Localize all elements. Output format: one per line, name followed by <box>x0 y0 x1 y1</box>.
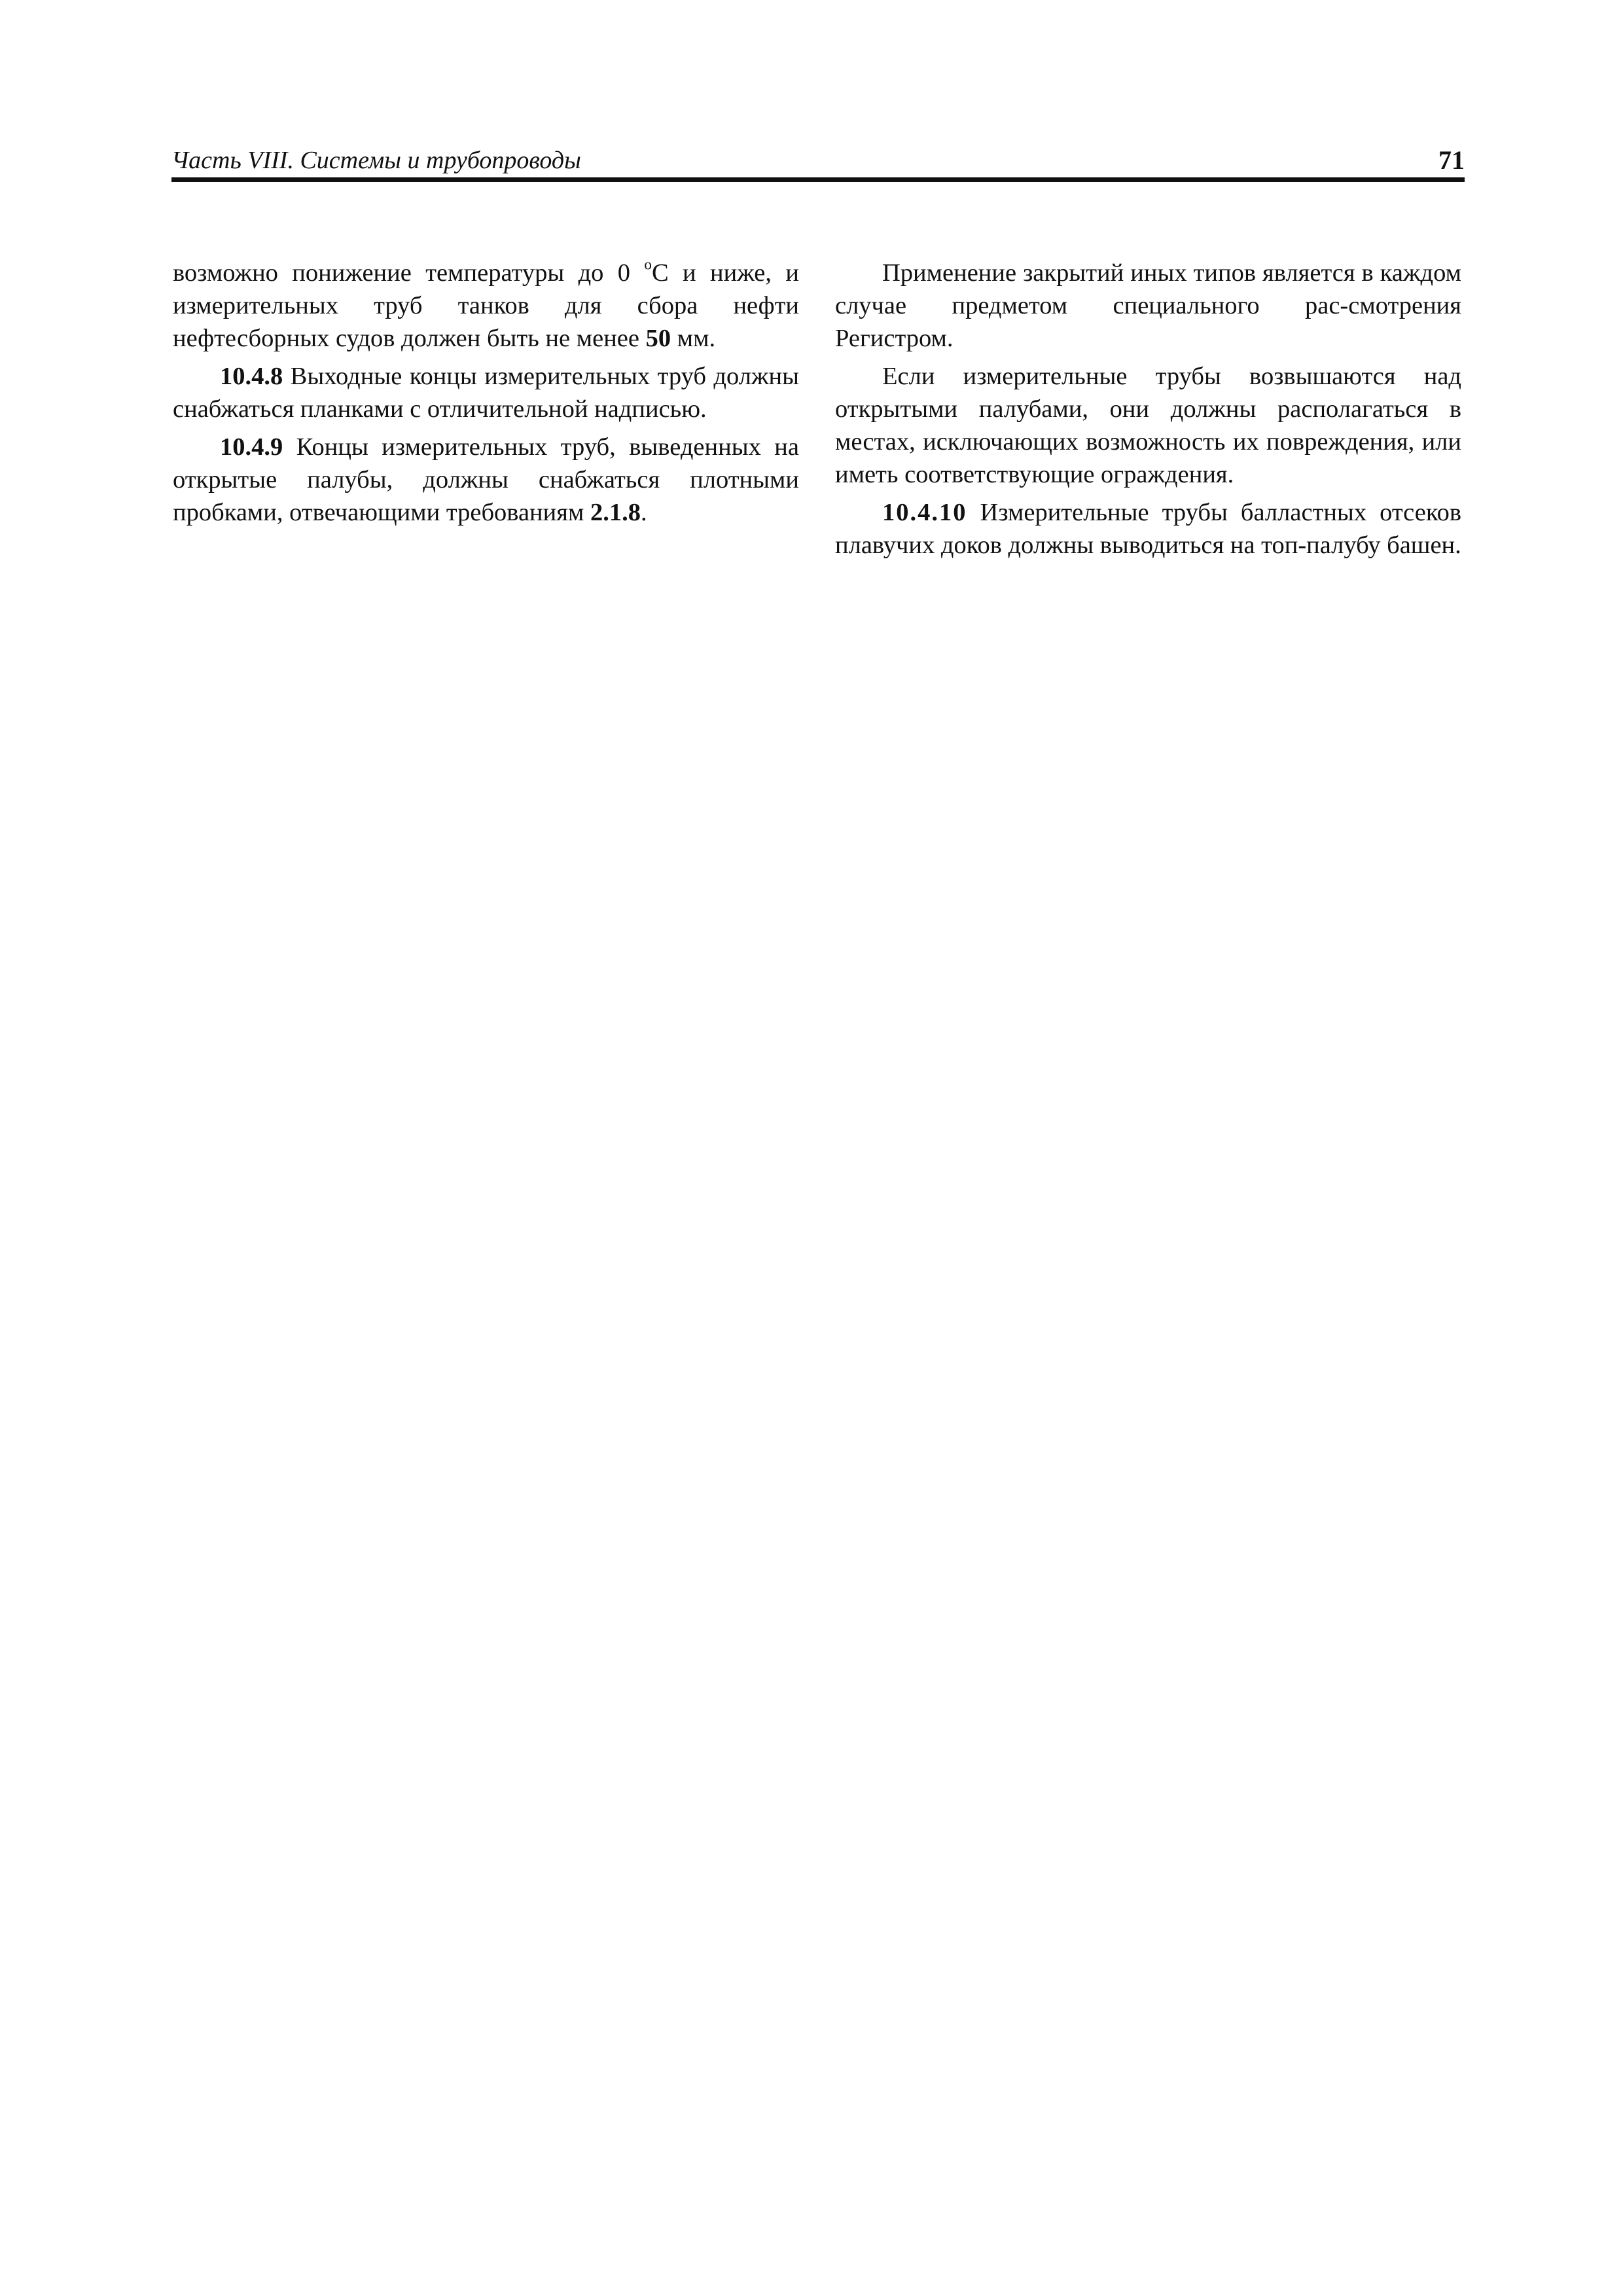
page-number: 71 <box>1438 145 1465 175</box>
paragraph-end: . <box>640 499 647 526</box>
degree-sign: o <box>644 255 652 273</box>
page-header <box>171 145 1465 182</box>
paragraph-10-4-9 <box>173 431 799 529</box>
paragraph-raised-pipes: Если измерительные трубы возвышаются над открытыми палубами, они должны располагаться в местах, исключающих возможность их повреждения, или иметь соответствующие ограждения. <box>835 363 1461 488</box>
section-number: 10.4.8 <box>220 363 283 390</box>
paragraph-text: Измерительные трубы балластных отсеков плавучих доков должны выводиться на топ-палубу башен. <box>835 499 1461 559</box>
unit-text: мм. <box>671 325 716 352</box>
section-number: 10.4.10 <box>882 499 967 526</box>
paragraph-10-4-10 <box>835 496 1461 562</box>
paragraph-text: Концы измерительных труб, выведенных на открытые палубы, должны снабжаться плотными пробками, отвечающими требованиям <box>173 433 799 526</box>
cross-reference: 2.1.8 <box>590 499 641 526</box>
paragraph-text: возможно понижение температуры до 0 <box>173 259 645 287</box>
min-value: 50 <box>645 325 671 352</box>
paragraph-other-closures: Применение закрытий иных типов является в каждом случае предметом специального рас-смотрения Регистром. <box>835 259 1461 352</box>
paragraph-continued <box>173 257 799 355</box>
section-number: 10.4.9 <box>220 433 283 461</box>
paragraph-text: Выходные концы измерительных труб должны снабжаться планками с отличительной надписью. <box>173 363 799 423</box>
left-column <box>173 257 799 529</box>
paragraph-text: С и ниже, и измерительных труб танков для сбора нефти нефтесборных судов должен быть не менее <box>173 259 799 352</box>
running-header-title: Часть VIII. Системы и трубопроводы <box>171 147 581 174</box>
paragraph-10-4-8 <box>173 360 799 425</box>
right-column <box>835 257 1461 562</box>
